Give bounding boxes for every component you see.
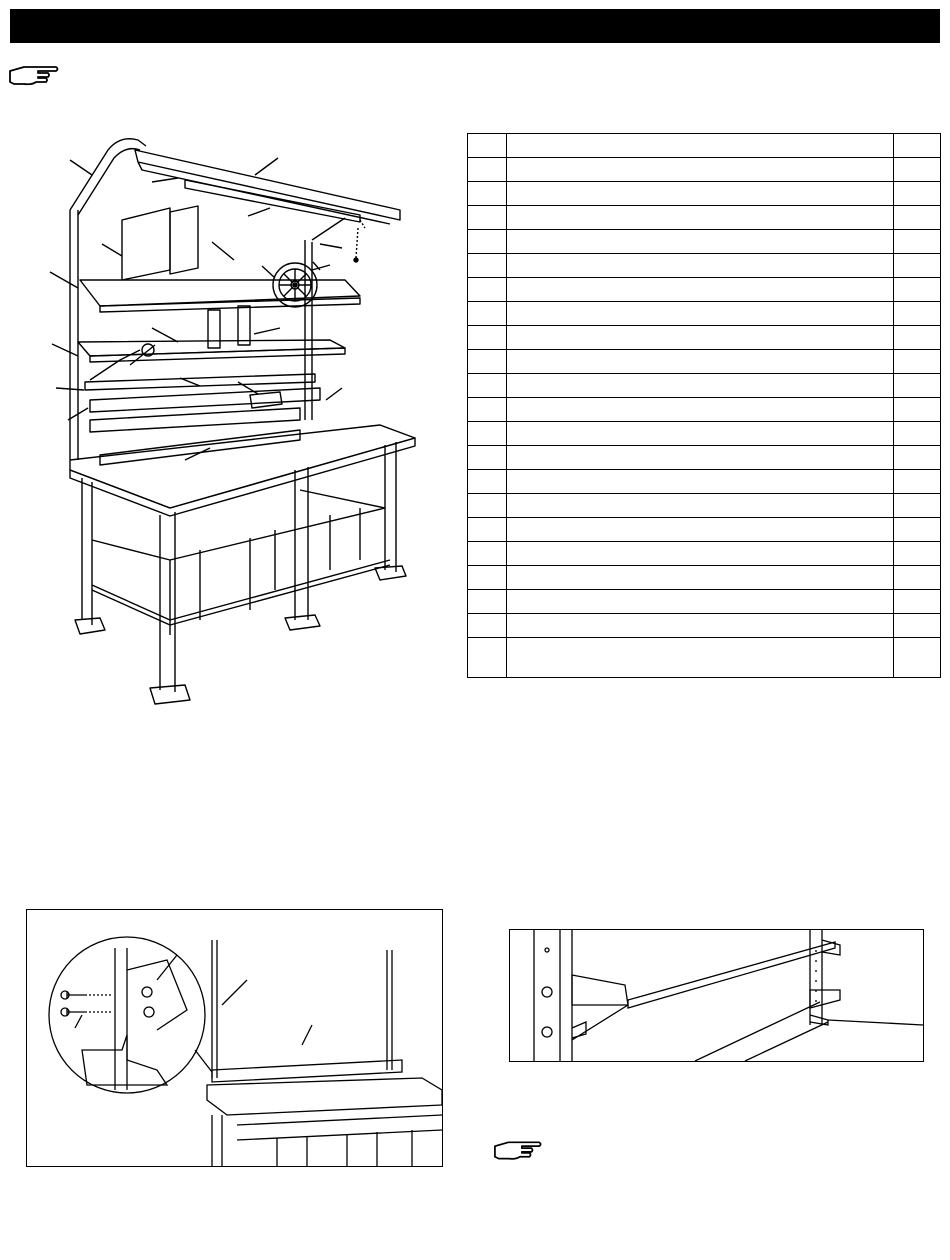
- table-cell: [894, 470, 941, 494]
- table-row: [468, 422, 941, 446]
- table-row: [468, 374, 941, 398]
- table-cell: [468, 230, 507, 254]
- table-cell: [507, 422, 894, 446]
- table-cell: [468, 446, 507, 470]
- table-cell: [894, 326, 941, 350]
- table-row: [468, 638, 941, 678]
- table-cell: [468, 638, 507, 678]
- table-cell: [507, 446, 894, 470]
- table-cell: [468, 614, 507, 638]
- table-cell: [507, 350, 894, 374]
- crossbar-installation-panel: [509, 929, 924, 1062]
- table-cell: [894, 350, 941, 374]
- table-cell: [468, 374, 507, 398]
- table-cell: [894, 518, 941, 542]
- table-cell: [894, 590, 941, 614]
- table-cell: [468, 566, 507, 590]
- table-row: [468, 158, 941, 182]
- table-cell: [507, 254, 894, 278]
- table-cell: [507, 206, 894, 230]
- table-cell: [468, 398, 507, 422]
- table-cell: [894, 134, 941, 158]
- table-cell: [507, 398, 894, 422]
- table-row: [468, 134, 941, 158]
- table-row: [468, 230, 941, 254]
- table-row: [468, 518, 941, 542]
- table-row: [468, 350, 941, 374]
- table-cell: [894, 398, 941, 422]
- table-cell: [468, 158, 507, 182]
- table-cell: [507, 302, 894, 326]
- table-row: [468, 254, 941, 278]
- table-cell: [507, 614, 894, 638]
- table-cell: [507, 638, 894, 678]
- table-row: [468, 590, 941, 614]
- table-cell: [468, 470, 507, 494]
- table-cell: [894, 494, 941, 518]
- table-cell: [507, 134, 894, 158]
- table-row: [468, 302, 941, 326]
- table-cell: [507, 494, 894, 518]
- table-cell: [894, 254, 941, 278]
- table-cell: [468, 590, 507, 614]
- table-cell: [894, 278, 941, 302]
- table-cell: [468, 326, 507, 350]
- table-row: [468, 542, 941, 566]
- table-cell: [507, 278, 894, 302]
- upright-bolting-detail-panel: [26, 909, 443, 1167]
- header-bar: [10, 9, 940, 43]
- table-cell: [894, 446, 941, 470]
- table-cell: [468, 302, 507, 326]
- pointing-hand-icon: [8, 63, 60, 87]
- table-cell: [507, 470, 894, 494]
- table-cell: [507, 326, 894, 350]
- table-cell: [894, 566, 941, 590]
- upright-bolting-detail-illustration: [27, 910, 442, 1166]
- table-cell: [468, 542, 507, 566]
- table-cell: [507, 230, 894, 254]
- table-cell: [894, 182, 941, 206]
- table-cell: [468, 134, 507, 158]
- table-cell: [507, 542, 894, 566]
- table-row: [468, 446, 941, 470]
- table-cell: [507, 182, 894, 206]
- table-cell: [468, 182, 507, 206]
- pointing-hand-icon: [493, 1138, 543, 1162]
- table-cell: [507, 158, 894, 182]
- table-cell: [894, 206, 941, 230]
- table-cell: [507, 374, 894, 398]
- table-row: [468, 470, 941, 494]
- table-cell: [894, 230, 941, 254]
- table-row: [468, 494, 941, 518]
- table-row: [468, 206, 941, 230]
- table-cell: [507, 518, 894, 542]
- table-row: [468, 566, 941, 590]
- table-row: [468, 614, 941, 638]
- table-cell: [894, 422, 941, 446]
- table-cell: [894, 638, 941, 678]
- table-row: [468, 398, 941, 422]
- table-cell: [468, 494, 507, 518]
- table-cell: [894, 614, 941, 638]
- table-cell: [468, 422, 507, 446]
- crossbar-installation-illustration: [510, 930, 923, 1061]
- table-cell: [894, 302, 941, 326]
- table-cell: [468, 350, 507, 374]
- table-cell: [468, 278, 507, 302]
- table-cell: [507, 590, 894, 614]
- table-row: [468, 278, 941, 302]
- table-cell: [894, 542, 941, 566]
- parts-table: [467, 133, 941, 678]
- table-cell: [468, 206, 507, 230]
- table-row: [468, 182, 941, 206]
- table-cell: [507, 566, 894, 590]
- table-cell: [894, 158, 941, 182]
- table-cell: [468, 254, 507, 278]
- table-cell: [894, 374, 941, 398]
- table-cell: [468, 518, 507, 542]
- table-row: [468, 326, 941, 350]
- workstation-overview-illustration: [30, 120, 450, 710]
